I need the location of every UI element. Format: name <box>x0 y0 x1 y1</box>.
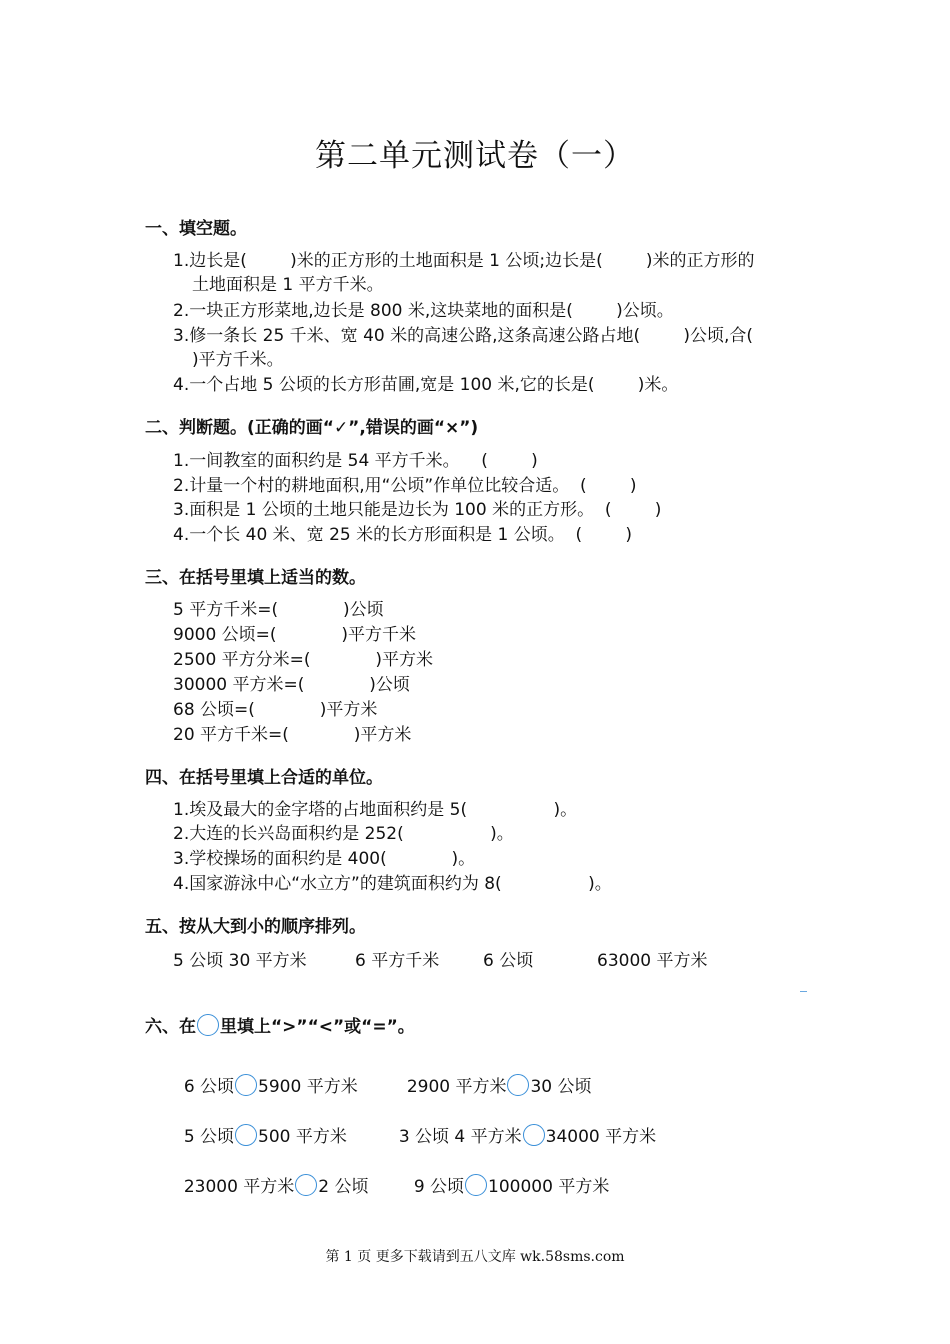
compare-right: 100000 平方米 <box>488 1177 610 1197</box>
conversion-line: 5 平方千米=( )公顷 <box>173 600 384 620</box>
question-line: 3.面积是 1 公顷的土地只能是边长为 100 米的正方形。 ( ) <box>173 500 662 520</box>
compare-left: 2900 平方米 <box>406 1077 507 1097</box>
section-heading-fill-number: 三、在括号里填上适当的数。 <box>145 568 366 588</box>
compare-circle-icon[interactable] <box>507 1074 529 1096</box>
question-line: 土地面积是 1 平方千米。 <box>192 275 384 295</box>
compare-circle-icon[interactable] <box>523 1124 545 1146</box>
question-line: 1.埃及最大的金字塔的占地面积约是 5( )。 <box>173 800 578 820</box>
question-line: 2.一块正方形菜地,边长是 800 米,这块菜地的面积是( )公顷。 <box>173 301 674 321</box>
order-item: 6 平方千米 <box>355 951 440 971</box>
compare-left: 5 公顷 <box>183 1127 235 1147</box>
conversion-line: 9000 公顷=( )平方千米 <box>173 625 417 645</box>
compare-circle-icon[interactable] <box>235 1124 257 1146</box>
page-footer: 第 1 页 更多下载请到五八文库 wk.58sms.com <box>325 1249 625 1265</box>
compare-item <box>388 1100 656 1149</box>
order-item: 5 公顷 30 平方米 <box>173 951 307 971</box>
section-heading-ordering: 五、按从大到小的顺序排列。 <box>145 917 366 937</box>
question-line: )平方千米。 <box>192 350 284 370</box>
question-line: 3.学校操场的面积约是 400( )。 <box>173 849 476 869</box>
section-heading-compare <box>145 1012 415 1037</box>
compare-left: 23000 平方米 <box>183 1177 295 1197</box>
compare-circle-icon[interactable] <box>235 1074 257 1096</box>
question-line: 2.计量一个村的耕地面积,用“公顷”作单位比较合适。 ( ) <box>173 476 637 496</box>
order-item: 6 公顷 <box>483 951 534 971</box>
compare-circle-icon[interactable] <box>465 1174 487 1196</box>
question-line: 4.一个占地 5 公顷的长方形苗圃,宽是 100 米,它的长是( )米。 <box>173 375 679 395</box>
compare-left: 6 公顷 <box>183 1077 235 1097</box>
conversion-line: 68 公顷=( )平方米 <box>173 700 378 720</box>
conversion-line: 20 平方千米=( )平方米 <box>173 725 412 745</box>
conversion-line: 30000 平方米=( )公顷 <box>173 675 410 695</box>
section-heading-fill-unit: 四、在括号里填上合适的单位。 <box>145 768 383 788</box>
question-line: 4.国家游泳中心“水立方”的建筑面积约为 8( )。 <box>173 874 612 894</box>
compare-item <box>173 1100 347 1149</box>
heading-prefix: 六、在 <box>145 1017 196 1037</box>
compare-right: 5900 平方米 <box>258 1077 358 1097</box>
question-line: 3.修一条长 25 千米、宽 40 米的高速公路,这条高速公路占地( )公顷,合( <box>173 326 754 346</box>
compare-item <box>396 1050 592 1099</box>
compare-left: 9 公顷 <box>413 1177 465 1197</box>
stray-mark <box>800 991 807 992</box>
compare-right: 2 公顷 <box>318 1177 369 1197</box>
heading-suffix: 里填上“>”“<”或“=”。 <box>220 1017 415 1037</box>
question-line: 2.大连的长兴岛面积约是 252( )。 <box>173 824 514 844</box>
compare-left: 3 公顷 4 平方米 <box>398 1127 522 1147</box>
compare-right: 500 平方米 <box>258 1127 347 1147</box>
compare-item <box>403 1150 609 1199</box>
question-line: 4.一个长 40 米、宽 25 米的长方形面积是 1 公顷。 ( ) <box>173 525 633 545</box>
compare-item <box>173 1150 369 1199</box>
order-item: 63000 平方米 <box>597 951 708 971</box>
question-line: 1.边长是( )米的正方形的土地面积是 1 公顷;边长是( )米的正方形的 <box>173 251 755 271</box>
section-heading-fill-blank: 一、填空题。 <box>145 219 247 239</box>
compare-circle-icon[interactable] <box>295 1174 317 1196</box>
page-title: 第二单元测试卷（一） <box>315 138 635 174</box>
section-heading-true-false: 二、判断题。(正确的画“✓”,错误的画“×”) <box>145 418 479 438</box>
compare-right: 34000 平方米 <box>545 1127 657 1147</box>
compare-circle-icon <box>197 1014 219 1036</box>
compare-right: 30 公顷 <box>530 1077 592 1097</box>
question-line: 1.一间教室的面积约是 54 平方千米。 ( ) <box>173 451 538 471</box>
compare-item <box>173 1050 358 1099</box>
conversion-line: 2500 平方分米=( )平方米 <box>173 650 434 670</box>
